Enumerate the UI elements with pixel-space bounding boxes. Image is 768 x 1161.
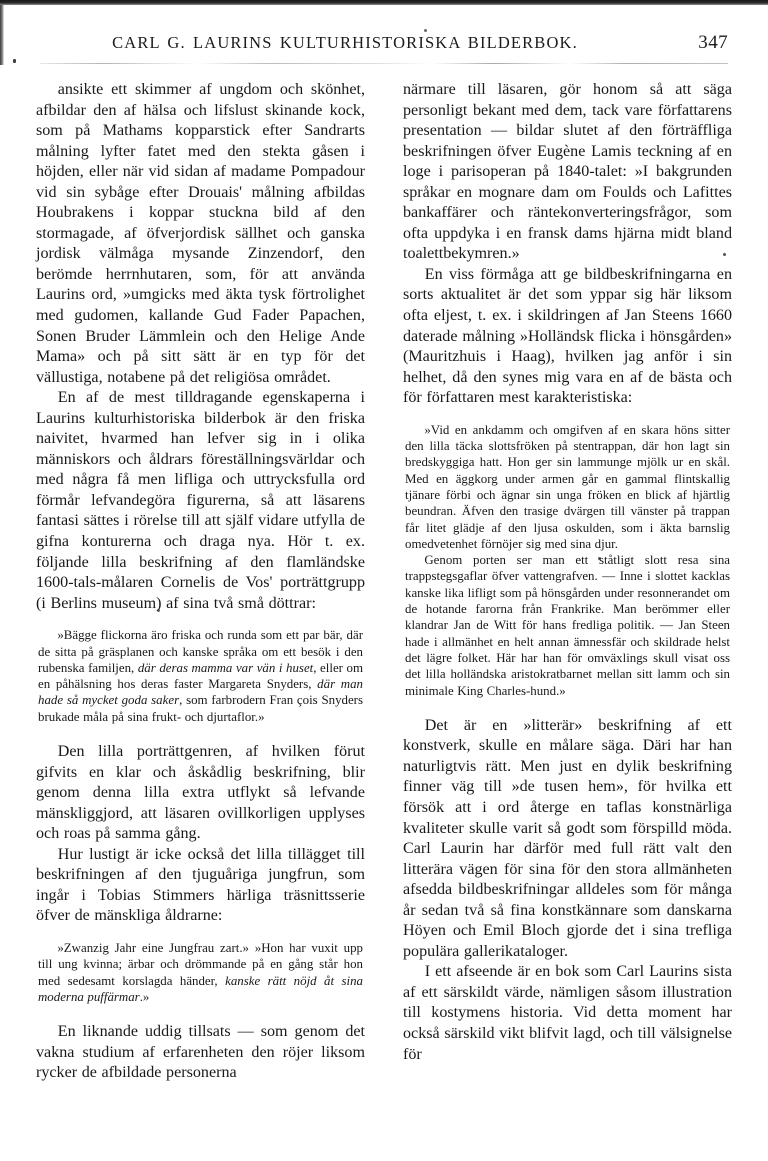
spacer	[36, 614, 365, 627]
paragraph: En viss förmåga att ge bildbeskrifningarna en sorts aktualitet är det som yppar sig här liksom ofta eljest, t. ex. i skildringen af Jan Steens 1660 daterade målning »Holländsk flicka i hönsgården» (Mauritzhuis i Haag), hvilken jag anför i sin helhet, då den synes mig vara en af de bästa och för författaren mest karakteristiska:	[403, 265, 732, 407]
spacer	[36, 1005, 365, 1022]
scan-edge-top	[0, 0, 768, 5]
paragraph: En liknande uddig tillsats — som genom det vakna studium af erfarenheten den röjer liksom rycker de afbildade personerna	[36, 1023, 365, 1082]
spacer	[403, 409, 732, 422]
spacer	[36, 927, 365, 940]
quotation-block: Genom porten ser man ett ståtligt slott resa sina trappstegsgaflar öfver vattengrafven. — Inne i slottet kacklas kanske lika lifligt som på hönsgården under resonnerandet om de hotande farorna från Frankrike. Man berömmer eller klandrar Jan de Witt för hans fredliga politik. — Jan Steen hade i allmänhet en helt annan ämnessfär och skildrade helst det lägre folket. Här har han för omväxlings skull visat oss det lilla holländska aristokratbarnet mellan sitt lamm och sin minimale King Charles-hund.»	[405, 553, 730, 698]
paragraph: I ett afseende är en bok som Carl Laurins sista af ett särskildt värde, nämligen såsom illustration till kostymens historia. Vid detta moment har också särskild vikt blifvit lagd, och till välsignelse för	[403, 963, 732, 1063]
quote-text: .»	[139, 989, 150, 1004]
paragraph: närmare till läsaren, gör honom så att säga personligt bekant med dem, tack vare författarens presentation — bildar slutet af den förträffliga beskrifningen öfver Eugène Lamis teckning af en loge i parisoperan på 1840-talet: »I bakgrunden språkar en mognare dam om Foulds och Lafittes bankaffärer och räntekonverteringsfrågor, som ofta uppdyka i en fransk dams hjärna midt bland toalettbekymren.»	[403, 81, 732, 263]
quote-text: »Bägge flickorna äro friska och runda som ett par bär, där de sitta på gräsplanen och kanske språka om ett besök i den rubenska familjen,	[38, 628, 363, 675]
header-rule	[40, 63, 728, 64]
spacer	[36, 725, 365, 742]
body-columns	[36, 80, 732, 1084]
column-left	[36, 80, 365, 1084]
scan-speck	[424, 29, 427, 32]
paragraph: ansikte ett skimmer af ungdom och skönhet, afbildar den af hälsa och lifslust skinande kock, som på Mathams kopparstick efter Sandrarts målning lyfter fatet med den stekta gåsen i höjden, eller när vid sidan af madame Pompadour vid sin sybåge efter Drouais' målning afbildas Houbrakens i koppar stuckna bild af den stormagade, af öfverjordisk sällhet och ganska jordisk välmåga mysande Zinzendorf, den berömde herrnhutaren, som, för att använda Laurins ord, »umgicks med äkta tysk förtrolighet med gudomen, kallande Gud Fader Papachen, Sonen Bruder Lämmlein och den Helige Ande Mama» och på sitt sätt är en typ för det vällustiga, notabene på det religiösa området.	[36, 81, 365, 386]
quote-italic: där deras mamma var vän i huset	[137, 660, 314, 675]
paragraph: Hur lustigt är icke också det lilla tillägget till beskrifningen af den tjuguåriga jungfrun, som ingår i Tobias Stimmers härliga träsnittsserie öfver de mänskliga åldrarne:	[36, 845, 365, 925]
paragraph: Det är en »litterär» beskrifning af ett konstverk, skulle en målare säga. Däri har han naturligtvis rätt. Men just en dylik beskrifning finner väg till »de tusen hem», för hvilka ett försök att i ord återge en taflas konstnärliga kvaliteter skulle varit så godt som förspilld möda. Carl Laurin har därför med full rätt valt den litterära vägen för sina för den stora allmänheten afsedda bildbeskrifningar alldeles som för många år sedan två så fina konstkännare som danskarna Höyen och Emil Bloch gjorde det i sina trefliga populära gallerikataloger.	[403, 716, 732, 960]
quote-text: , eller om en påhälsning hos deras faster Margareta Snyders,	[38, 660, 364, 692]
scan-edge-left	[0, 5, 4, 65]
quote-italic: kanske rätt nöjd åt sina moderna puffärmar	[38, 973, 363, 1004]
running-head	[40, 33, 728, 59]
scan-speck	[13, 59, 16, 63]
quote-text: , som farbrodern Fran çois Snyders brukade måla på sina frukt- och djurtaflor.»	[38, 693, 363, 724]
quotation-block	[36, 940, 365, 1005]
running-head-title: CARL G. LAURINS KULTURHISTORISKA BILDERBOK.	[112, 33, 578, 52]
quotation-block	[36, 627, 365, 725]
quote-italic: där man hade så mycket goda saker	[38, 677, 363, 708]
quotation-block: »Vid en ankdamm och omgifven af en skara höns sitter den lilla täcka slottsfröken på stentrappan, där hon lagt sin bredskyggiga hatt. Hon ger sin lammunge mjölk ur en skål. Med en äggkorg under armen går en gammal flintskallig tjänare förbi och ägnar sin unga fröken en blick af hjärtlig beundran. Äfven den trasige dvärgen till vänster på trappan får litet glädje af den ljusa oskulden, som i äkta barnslig omedvetenhet förnöjer sig med sina djur.	[405, 422, 730, 551]
spacer	[403, 699, 732, 716]
page-number: 347	[698, 32, 728, 53]
column-right	[403, 80, 732, 1084]
paragraph: Den lilla porträttgenren, af hvilken förut gifvits en klar och åskådlig beskrifning, blir genom denna lilla extra utflykt så lefvande mänskliggjord, att läsaren ovillkorligen upplyses och roas på samma gång.	[36, 743, 365, 843]
paragraph: En af de mest tilldragande egenskaperna i Laurins kulturhistoriska bilderbok är den friska naivitet, hvarmed han lefver sig in i olika människors och åldrars föreställningsvärldar och med några få men lifliga och uttrycksfulla ord förmår lefvandegöra figurerna, så att läsarens fantasi sättes i rörelse till att själf vidare utfylla de gifna konturerna och draga nya. Hör t. ex. följande lilla beskrifning af den flamländske 1600-tals-målaren Cornelis de Vos' porträttgrupp (i Berlins museum) af sina två små döttrar:	[36, 389, 365, 612]
quote-text: »Zwanzig Jahr eine Jungfrau zart.» »Hon har vuxit upp till ung kvinna; ärbar och drömmande på en gång står hon med sedesamt korslagda händer,	[38, 940, 363, 988]
